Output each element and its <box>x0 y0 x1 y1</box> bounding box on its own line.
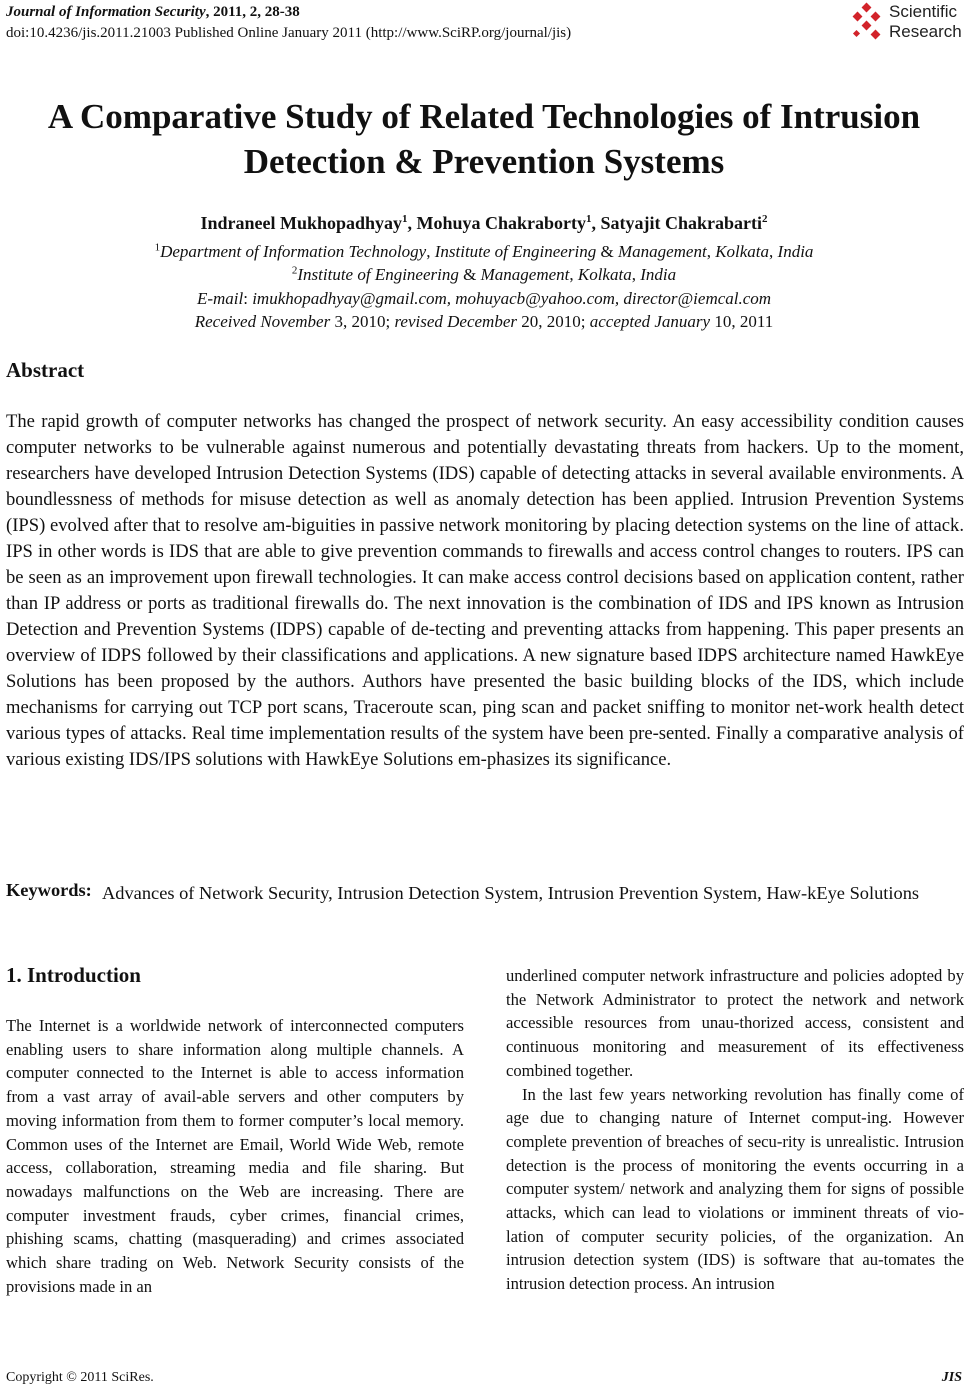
affiliation-part: Kolkata <box>577 265 632 284</box>
journal-abbreviation: JIS <box>941 1370 962 1385</box>
copyright-notice: Copyright © 2011 SciRes. <box>6 1370 154 1385</box>
affiliation-part: Institute of Engineering <box>434 242 597 261</box>
publisher-logo <box>848 2 966 44</box>
publisher-logo-word2: Research <box>889 22 962 41</box>
affiliation-1: $^1$Department of Information Technology, Institute of Engineering & Management, Kolkata, India <box>154 241 814 261</box>
revised-date: 20, 2010; <box>517 312 590 331</box>
left-column <box>6 1014 464 1298</box>
affiliation-part: Kolkata <box>715 242 770 261</box>
doi-line: doi:10.4236/jis.2011.21003 Published Online January 2011 (http://www.SciRP.org/journal/jis) <box>6 25 572 41</box>
dates-line <box>0 312 968 332</box>
right-column <box>506 964 964 1296</box>
accepted-date: 10, 2011 <box>710 312 774 331</box>
author-name: Indraneel Mukhopadhyay <box>200 213 403 233</box>
publisher-logo-word1: Scientific <box>889 2 958 21</box>
revised-label: revised December <box>394 312 517 331</box>
paper-title-line1: A Comparative Study of Related Technologies of Intrusion <box>47 97 921 136</box>
author-list <box>0 213 968 234</box>
affiliation-part: India <box>640 265 677 284</box>
affiliation-part: Department of Information Technology <box>160 242 427 261</box>
paper-title <box>0 94 968 184</box>
affiliation-2: $^2$Institute of Engineering & Management, Kolkata, India <box>291 264 677 284</box>
paragraph: underlined computer network infrastructure and policies adopted by the Network Administrator to protect the network and network accessible resources from unau-thorized access, consistent and continuous monitoring and measurement of its effectiveness combined together. <box>506 966 964 1080</box>
journal-volume: , 2011, 2, 28-38 <box>205 4 300 20</box>
affiliation-mark: 2 <box>291 264 298 277</box>
affiliation-part: Management <box>617 242 707 261</box>
received-date: 3, 2010; <box>330 312 395 331</box>
affiliation-part: Management <box>480 265 570 284</box>
affiliation-mark: 1 <box>154 241 161 254</box>
author-separator: , <box>591 213 601 233</box>
keywords-text: Advances of Network Security, Intrusion Detection System, Intrusion Prevention System, Haw-kEye Solutions <box>102 883 920 903</box>
abstract-heading: Abstract <box>6 358 85 382</box>
paragraph: In the last few years networking revolution has finally come of age due to changing nature of Internet comput-ing. However complete prevention of breaches of secu-rity is unrealistic. Intrusion detection is the process of monitoring the events occurring in a computer system/ network and analyzing them for signs of possible attacks, which can lead to violations or imminent threats of vio-lation of computer security policies, of the organization. An intrusion detection system (IDS) is software that au-tomates the intrusion detection process. An intrusion <box>506 1084 964 1294</box>
journal-name: Journal of Information Security <box>6 4 206 20</box>
publisher-logo-icon <box>848 2 886 42</box>
abstract-text: The rapid growth of computer networks has changed the prospect of network security. An easy accessibility condition causes computer networks to be vulnerable against numerous and potentially devastating threats from hackers. Up to the moment, researchers have developed Intrusion Detection Systems (IDS) capable of detecting attacks in several available environments. A boundlessness of methods for misuse detection as well as anomaly detection has been applied. Intrusion Prevention Systems (IPS) evolved after that to resolve am-biguities in passive network monitoring by placing detection systems on the line of attack. IPS in other words is IDS that are able to give prevention commands to firewalls and access control changes to routers. IPS can be seen as an improvement upon firewall technologies. It can make access control decisions based on application content, rather than IP address or ports as traditional firewalls do. The next innovation is the combination of IDS and IPS known as Intrusion Detection and Prevention Systems (IDPS) capable of de-tecting and preventing attacks from happening. This paper presents an overview of IDPS followed by their classifications and applications. A new signature based IDPS architecture named HawkEye Solutions has been proposed by the authors. Authors have presented the basic building blocks of the IDS, which include mechanisms for carrying out TCP port scans, Traceroute scan, ping scan and packet sniffing to monitor net-work health detect various types of attacks. Real time implementation results of the system have been pre-sented. Finally a comparative analysis of various existing IDS/IPS solutions with HawkEye Solutions em-phasizes its significance. <box>6 411 964 770</box>
author-name: Satyajit Chakrabarti <box>600 213 763 233</box>
author-name: Mohuya Chakraborty <box>416 213 587 233</box>
author-affiliation-mark: 2 <box>762 213 768 225</box>
keywords-label: Keywords: <box>6 880 92 900</box>
paper-title-line2: Detection & Prevention Systems <box>243 142 725 181</box>
paragraph: The Internet is a worldwide network of interconnected computers enabling users to share information along multiple channels. A computer connected to the Internet is able to access information from a vast array of avail-able servers and other computers by moving information from them to former computer’s local memory. Common uses of the Internet are Email, World Wide Web, remote access, collaboration, streaming media and file sharing. But nowadays malfunctions on the Web are increasing. There are computer investment frauds, cyber crimes, financial crimes, phishing scams, chatting (masquerading) and crimes associated which share trading on Web. Network Security consists of the provisions made in an <box>6 1016 464 1296</box>
affiliation-part: India <box>777 242 814 261</box>
author-affiliation-mark: 1 <box>586 213 592 225</box>
author-affiliation-mark: 1 <box>402 213 408 225</box>
author-separator: , <box>407 213 417 233</box>
email-addresses: imukhopadhyay@gmail.com, mohuyacb@yahoo.com, director@iemcal.com <box>252 289 772 308</box>
section-heading: 1. Introduction <box>6 963 141 987</box>
received-label: Received November <box>194 312 331 331</box>
journal-citation <box>6 4 300 21</box>
affiliation-part: Institute of Engineering <box>297 265 459 284</box>
email-line: E-mail: imukhopadhyay@gmail.com, mohuyacb@yahoo.com, director@iemcal.com <box>196 289 772 308</box>
accepted-label: accepted January <box>589 312 711 331</box>
email-label: E-mail <box>196 289 244 308</box>
